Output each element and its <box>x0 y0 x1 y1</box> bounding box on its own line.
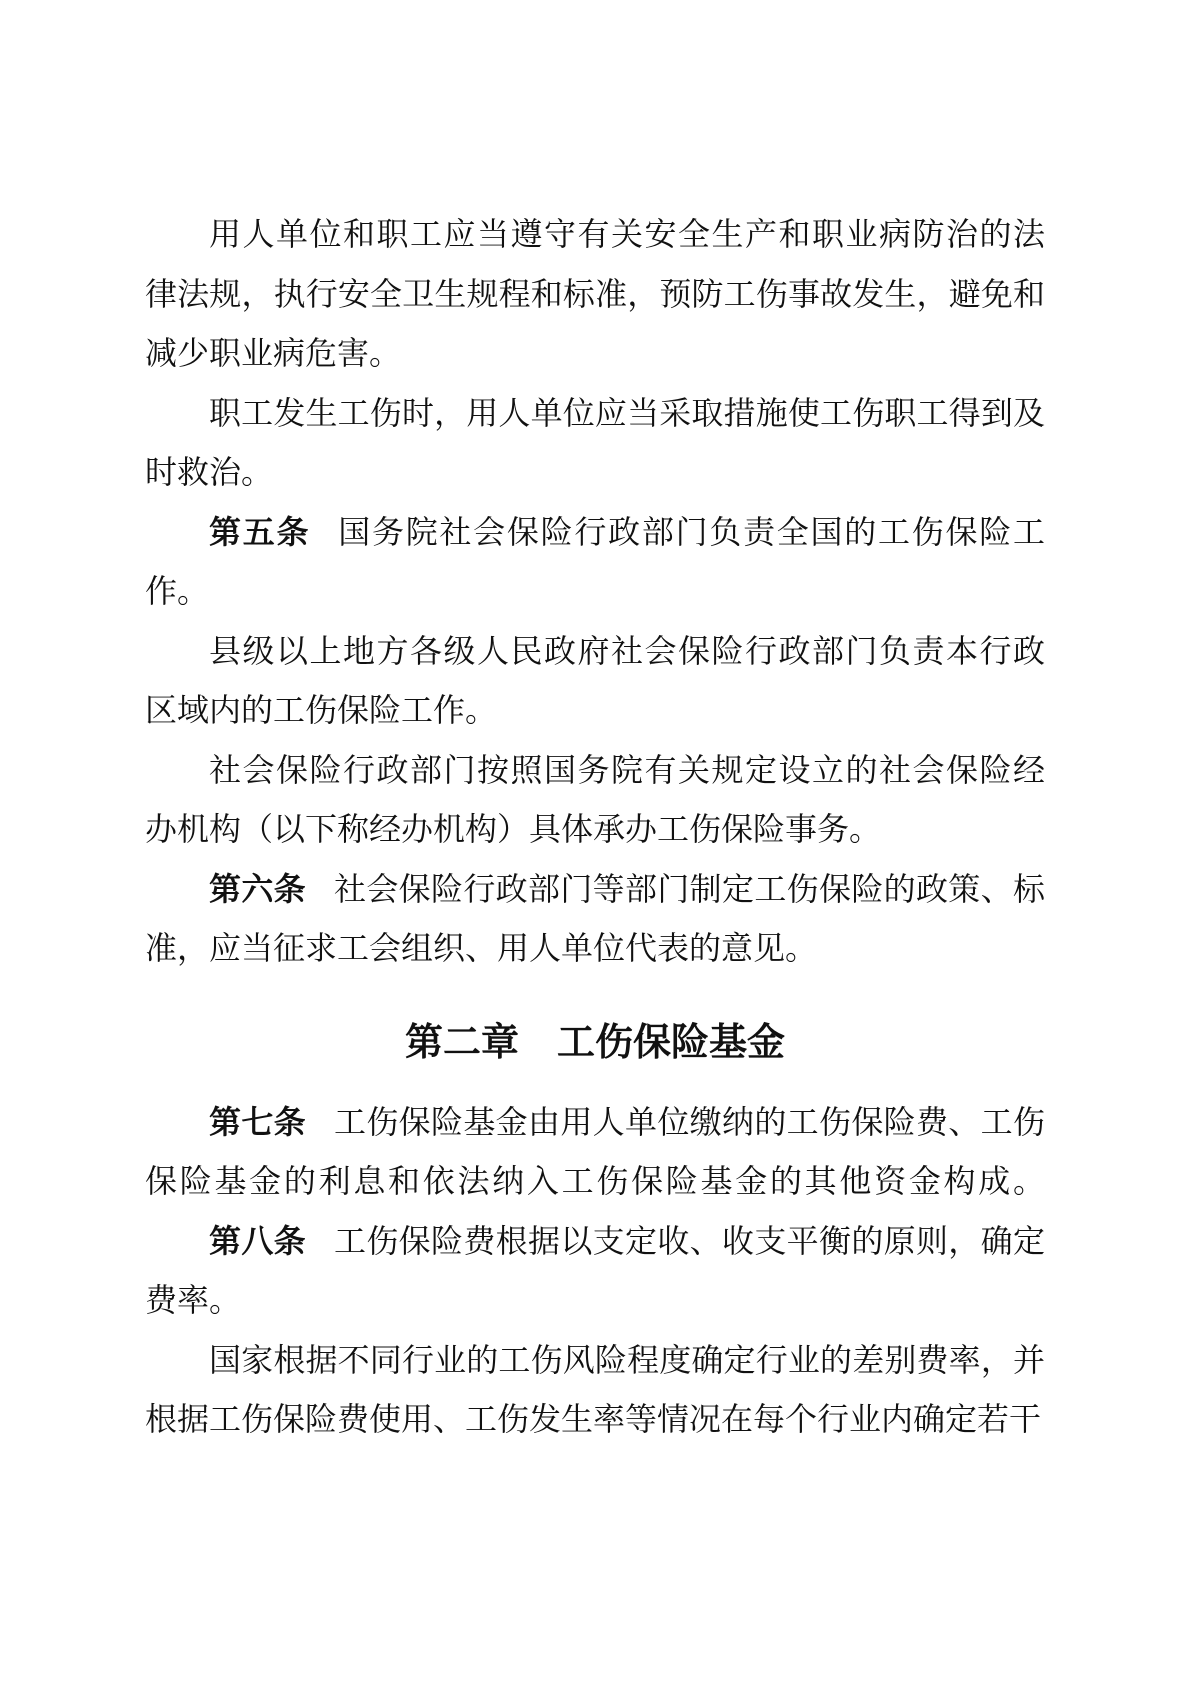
text-line: 作。 <box>145 573 210 609</box>
text-line: 社会保险行政部门按照国务院有关规定设立的社会保险经 <box>209 751 1045 788</box>
paragraph <box>145 384 1045 503</box>
text-line <box>145 1212 1045 1272</box>
article-line-text: 工伤保险基金由用人单位缴纳的工伤保险费、工伤 <box>334 1103 1045 1140</box>
paragraph <box>145 741 1045 860</box>
text-line: 区域内的工伤保险工作。 <box>145 692 498 728</box>
paragraph <box>145 205 1045 384</box>
article-paragraph <box>145 1212 1045 1331</box>
text-line <box>145 1093 1045 1153</box>
text-line: 根据工伤保险费使用、工伤发生率等情况在每个行业内确定若干 <box>145 1401 1042 1437</box>
chapter-heading: 第二章 工伤保险基金 <box>404 1021 785 1064</box>
text-line: 减少职业病危害。 <box>145 335 402 371</box>
article-line-text: 社会保险行政部门等部门制定工伤保险的政策、标 <box>334 870 1045 907</box>
text-line: 县级以上地方各级人民政府社会保险行政部门负责本行政 <box>209 632 1045 669</box>
text-line: 律法规，执行安全卫生规程和标准，预防工伤事故发生，避免和 <box>145 275 1045 312</box>
text-line: 用人单位和职工应当遵守有关安全生产和职业病防治的法 <box>209 216 1045 252</box>
text-line: 费率。 <box>145 1282 242 1318</box>
article-paragraph <box>145 860 1045 979</box>
article-number-label: 第七条 <box>209 1103 306 1140</box>
article-paragraph <box>145 1093 1045 1212</box>
article-line-text: 工伤保险费根据以支定收、收支平衡的原则，确定 <box>334 1222 1045 1259</box>
article-line-text: 国务院社会保险行政部门负责全国的工伤保险工 <box>338 513 1045 550</box>
article-number-label: 第八条 <box>209 1222 306 1259</box>
text-line: 办机构（以下称经办机构）具体承办工伤保险事务。 <box>145 811 882 847</box>
paragraph <box>145 1331 1045 1450</box>
text-line: 职工发生工伤时，用人单位应当采取措施使工伤职工得到及 <box>209 394 1045 431</box>
text-line <box>145 860 1045 920</box>
text-line: 时救治。 <box>145 454 274 490</box>
article-number-label: 第六条 <box>209 870 306 907</box>
article-paragraph <box>145 503 1045 622</box>
paragraph <box>145 622 1045 741</box>
text-line: 国家根据不同行业的工伤风险程度确定行业的差别费率，并 <box>209 1341 1045 1378</box>
article-number-label: 第五条 <box>209 513 311 550</box>
text-line: 准，应当征求工会组织、用人单位代表的意见。 <box>145 930 818 966</box>
document-body <box>145 205 1045 1450</box>
text-line <box>145 503 1045 563</box>
text-line: 保险基金的利息和依法纳入工伤保险基金的其他资金构成。 <box>145 1163 1045 1199</box>
